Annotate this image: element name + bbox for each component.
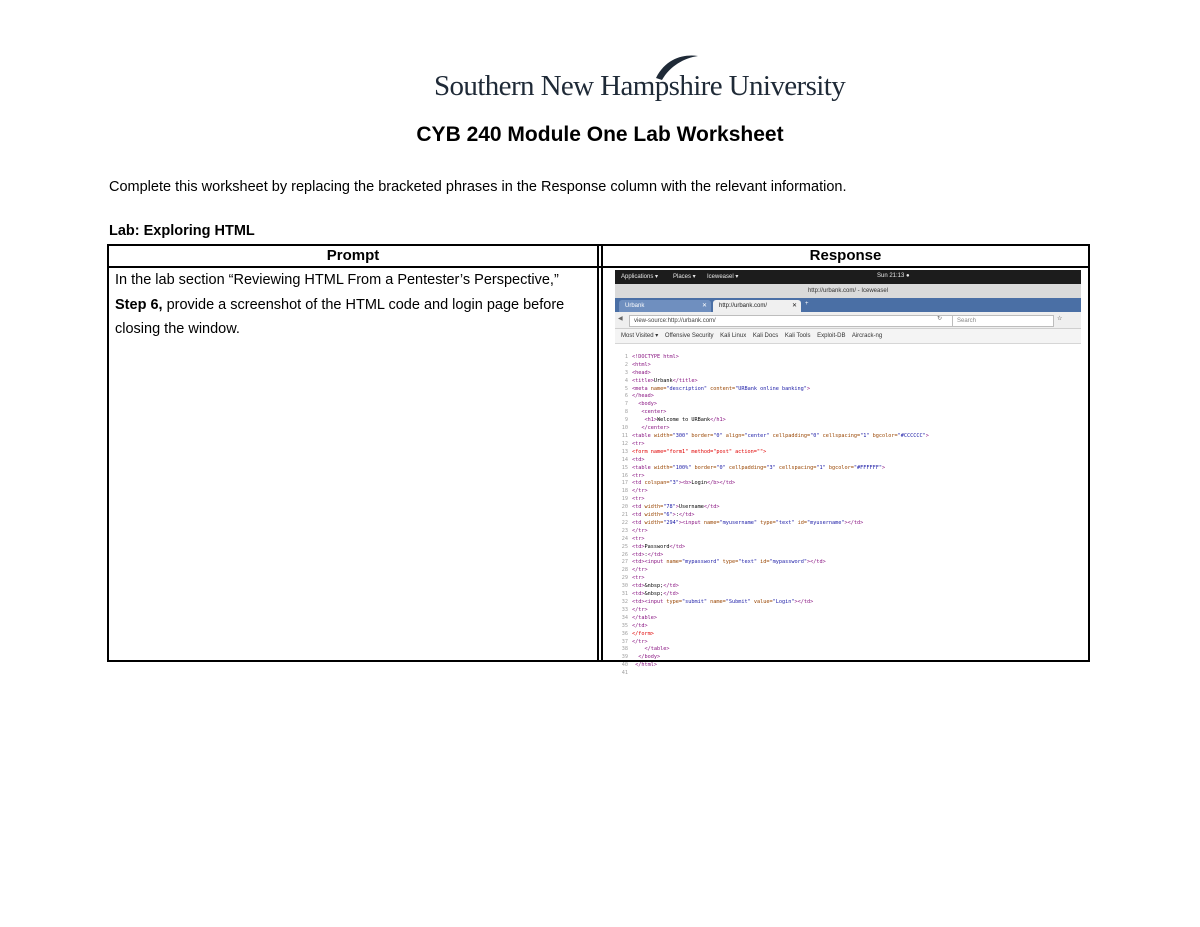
applications-menu[interactable]: Applications ▾ [621,274,659,280]
reload-icon[interactable]: ↻ [937,316,943,322]
desktop-topbar [615,270,1081,284]
table-divider [601,244,603,662]
bookmark-item[interactable]: Kali Tools [784,333,811,339]
tab-label: http://urbank.com/ [719,303,768,309]
app-menu[interactable]: Iceweasel ▾ [707,274,739,280]
tab-label: Urbank [625,303,645,309]
close-icon[interactable]: ✕ [791,303,797,309]
bookmarks-toolbar [615,329,1081,344]
prompt-text: In the lab section “Reviewing HTML From a Pentester’s Perspective,” [115,272,559,288]
prompt-cell [115,268,593,342]
bookmark-item[interactable]: Kali Docs [752,333,779,339]
back-icon[interactable]: ◀ [618,316,623,322]
university-logo [434,56,846,106]
bookmark-item[interactable]: Offensive Security [664,333,714,339]
window-title: http://urbank.com/ - Iceweasel [615,284,1081,298]
tab-urbank[interactable] [619,300,711,312]
instructions-text: Complete this worksheet by replacing the bracketed phrases in the Response column with the relevant information. [109,179,847,195]
places-menu[interactable]: Places ▾ [673,274,696,280]
tab-view-source[interactable] [713,300,801,312]
bookmark-star-icon[interactable]: ☆ [1057,316,1063,322]
clock: Sun 21:13 ● [877,273,910,279]
close-icon[interactable]: ✕ [701,303,707,309]
bookmark-item[interactable]: Most Visited ▾ [621,333,659,339]
logo-text: Southern New Hampshire University [434,70,846,102]
response-screenshot [615,270,1081,677]
nav-bar [615,312,1081,329]
prompt-column-header: Prompt [326,247,380,264]
swoosh-icon [652,52,702,82]
url-input[interactable]: view-source:http://urbank.com/ [629,315,953,327]
prompt-text-continued: provide a screenshot of the HTML code and login page before closing the window. [115,296,565,337]
bookmark-item[interactable]: Exploit-DB [817,333,846,339]
tab-bar [615,298,1081,312]
new-tab-button[interactable]: + [805,301,809,307]
search-input[interactable]: Search [952,315,1054,327]
html-source-code: 1 <!DOCTYPE html> 2 <html> 3 <head> 4 <title>Urbank</title> 5 <meta name="description" content="URBank online banking"> 6 </head> 7 <body> 8 <center> 9 <h1>Welcome to URBank</h1> 10 </center> 11 <table width="300" border="0" align="center" cellpadding="0" cellspacing="1" bgcolor="#CCCCCC"> 12 <tr> 13 <form name="form1" method="post" action=""> 14 <td> 15 <table width="100%" border="0" cellpadding="3" cellspacing="1" bgcolor="#FFFFFF"> 16 <tr> 17 <td colspan="3"><b>Login</b></td> 18 </tr> 19 <tr> 20 <td width="78">Username</td> 21 <td width="6">:</td> 22 <td width="294"><input name="myusername" type="text" id="myusername"></td> 23 </tr> 24 <tr> 25 <td>Password</td> 26 <td>:</td> 27 <td><input name="mypassword" type="text" id="mypassword"></td> 28 </tr> 29 <tr> 30 <td>&nbsp;</td> 31 <td>&nbsp;</td> 32 <td><input type="submit" name="Submit" value="Login"></td> 33 </tr> 34 </table> 35 </td> 36 </form> 37 </tr> 38 </table> 39 </body> 40 </html> 41 [621,353,929,677]
table-divider [597,244,599,662]
response-column-header: Response [809,247,882,264]
bookmark-item[interactable]: Kali Linux [720,333,747,339]
bookmark-item[interactable]: Aircrack-ng [851,333,883,339]
lab-label: Lab: Exploring HTML [109,223,255,239]
prompt-step: Step 6, [115,296,163,313]
page-title: CYB 240 Module One Lab Worksheet [416,123,784,146]
